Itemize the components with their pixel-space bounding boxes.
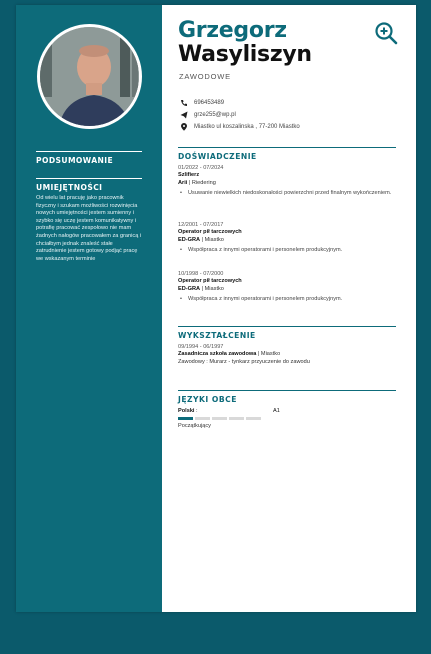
education-date: 09/1994 - 06/1997: [178, 344, 224, 350]
contact-address: [179, 123, 300, 131]
contact-email: [179, 111, 236, 119]
phone-icon: [179, 99, 189, 107]
experience-company-line: ED-GRA | Miastko: [178, 285, 224, 292]
experience-company: ED-GRA: [178, 236, 201, 243]
summary-heading: PODSUMOWANIE: [36, 151, 142, 165]
avatar: [37, 24, 142, 129]
education-school: Zasadnicza szkoła zawodowa: [178, 351, 257, 358]
level-segment: [246, 417, 261, 420]
experience-item: [178, 271, 396, 304]
zoom-in-icon[interactable]: [374, 21, 398, 45]
language-level-bar: [178, 417, 261, 420]
language-level-label: Początkujący: [178, 423, 211, 429]
experience-position: Operator pił tarczowych: [178, 278, 242, 285]
level-segment: [195, 417, 210, 420]
education-item: [178, 344, 396, 366]
resume-page: [16, 5, 416, 612]
experience-location: Miastko: [204, 236, 224, 243]
address-text: Miastko ul koszalinska , 77-200 Miastko: [194, 124, 300, 130]
level-segment: [212, 417, 227, 420]
experience-bullet: • Usuwanie niewielkich niedoskonałości powierzchni przed finalnym wykończeniem.: [178, 190, 396, 197]
education-details: Zawodowy : Murarz - tynkarz przyuczenie do zawodu: [178, 358, 310, 365]
language-row: Polski : A1: [178, 408, 280, 414]
experience-company-line: Arii | Riedering: [178, 179, 216, 186]
language-level-code: A1: [273, 408, 280, 414]
experience-company-line: ED-GRA | Miastko: [178, 236, 224, 243]
candidate-name: [178, 19, 312, 67]
profile-photo-illustration: [40, 27, 142, 129]
skills-heading: UMIEJĘTNOŚCI: [36, 178, 142, 192]
experience-position: Szlifierz: [178, 172, 200, 179]
experience-company: Arii: [178, 179, 188, 186]
experience-bullet: • Współpraca z innymi operatorami i personelem produkcyjnym.: [178, 296, 396, 303]
experience-heading: DOŚWIADCZENIE: [178, 147, 396, 161]
level-segment: [229, 417, 244, 420]
send-icon: [179, 111, 189, 119]
languages-heading: JĘZYKI OBCE: [178, 390, 396, 404]
phone-number: 696453489: [194, 100, 225, 106]
experience-location: Riedering: [191, 179, 216, 186]
experience-date: 10/1998 - 07/2000: [178, 271, 224, 277]
first-name: Grzegorz: [178, 18, 287, 43]
education-heading: WYKSZTAŁCENIE: [178, 326, 396, 340]
experience-item: [178, 222, 396, 255]
email-address: grze255@wp.pl: [194, 112, 236, 118]
education-school-line: Zasadnicza szkoła zawodowa | Miastko: [178, 351, 281, 358]
location-pin-icon: [179, 123, 189, 131]
experience-item: [178, 165, 396, 198]
language-name: Polski: [178, 408, 195, 414]
experience-company: ED-GRA: [178, 285, 201, 292]
sidebar: [16, 5, 162, 612]
main-content: [176, 5, 416, 612]
role-title: ZAWODOWE: [179, 72, 231, 81]
experience-date: 01/2022 - 07/2024: [178, 165, 224, 171]
education-location: Miastko: [260, 351, 281, 358]
level-segment: [178, 417, 193, 420]
experience-location: Miastko: [204, 285, 224, 292]
contact-phone: [179, 99, 224, 107]
experience-position: Operator pił tarczowych: [178, 229, 242, 236]
experience-bullet: • Współpraca z innymi operatorami i personelem produkcyjnym.: [178, 247, 396, 254]
experience-date: 12/2001 - 07/2017: [178, 222, 224, 228]
last-name: Wasyliszyn: [178, 42, 312, 67]
skills-text: Od wielu lat pracuję jako pracownik fizyczny i szukam możliwości rozwinięcia nowych umiejętności jestem sumienny i szybko się uczę jestem komunikatywny i potrafię pracować zespołowo nie mam żadnych nałogów pracowałem za granicą i chciałbym jednak znaleść stałe zatrudnienie jestem gotowy podjąć pracę we wskazanym terminie: [36, 195, 142, 262]
